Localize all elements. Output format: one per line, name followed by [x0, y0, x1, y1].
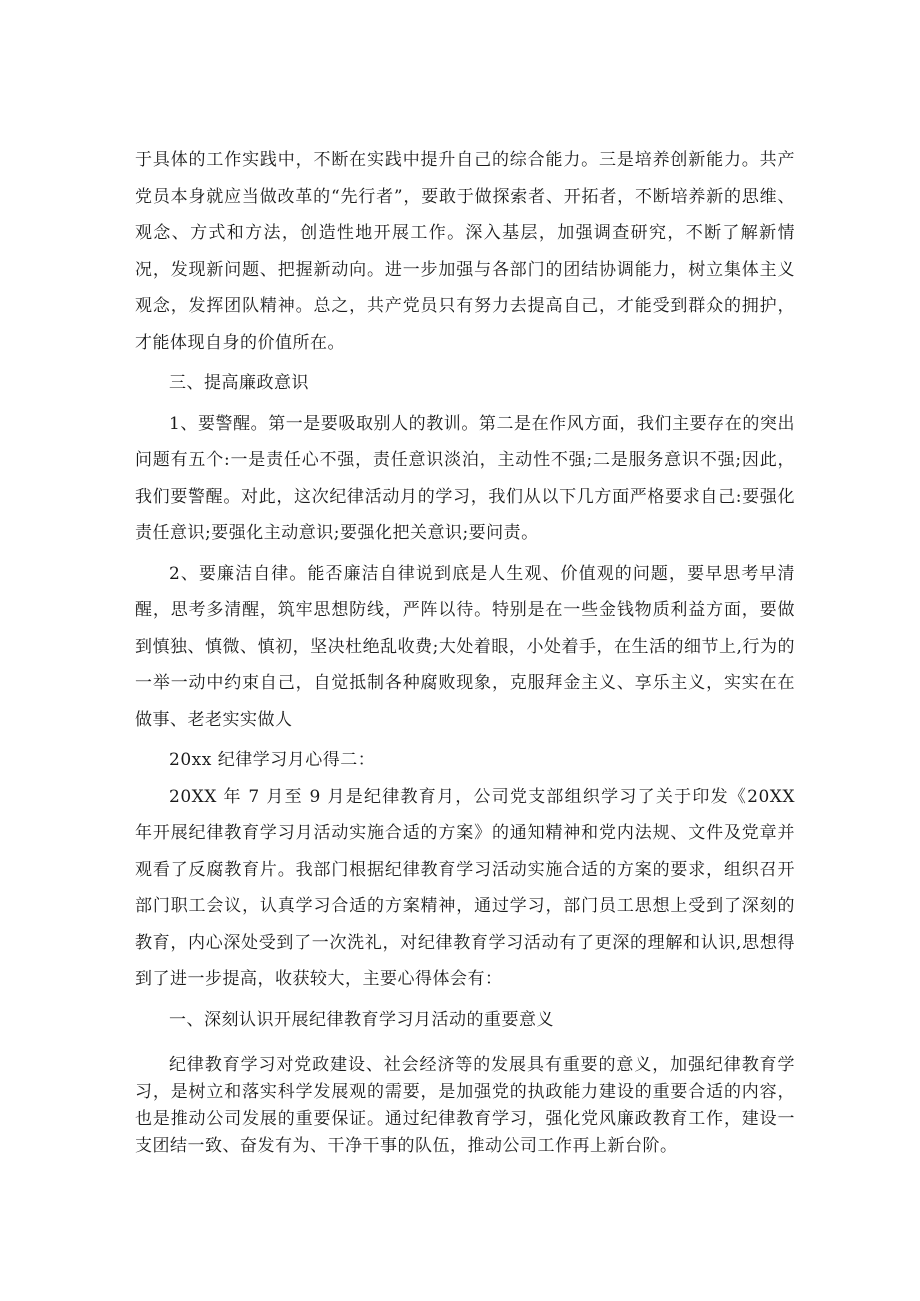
paragraph-discipline-month: 20XX 年 7 月至 9 月是纪律教育月，公司党支部组织学习了关于印发《20XX 年开展纪律教育学习月活动实施合适的方案》的通知精神和党内法规、文件及党章并观看了反腐教育片。我部门根据纪律教育学习活动实施合适的方案的要求，组织召开部门职工会议，认真学习合适的方案精神，通过学习，部门员工思想上受到了深刻的教育，内心深处受到了一次洗礼，对纪律教育学习活动有了更深的理解和认识,思想得到了进一步提高，收获较大，主要心得体会有： — [135, 786, 795, 989]
paragraph-significance-body: 纪律教育学习对党政建设、社会经济等的发展具有重要的意义，加强纪律教育学习，是树立和落实科学发展观的需要，是加强党的执政能力建设的重要合适的内容，也是推动公司发展的重要保证。通过纪律教育学习，强化党风廉政教育工作，建设一支团结一致、奋发有为、干净干事的队伍，推动公司工作再上新台阶。 — [135, 1055, 795, 1156]
paragraph-body-continued: 于具体的工作实践中，不断在实践中提升自己的综合能力。三是培养创新能力。共产党员本身就应当做改革的“先行者”，要敢于做探索者、开拓者，不断培养新的思维、观念、方式和方法，创造性地开展工作。深入基层，加强调查研究，不断了解新情况，发现新问题、把握新动向。进一步加强与各部门的团结协调能力，树立集体主义观念，发挥团队精神。总之，共产党员只有努力去提高自己，才能受到群众的拥护，才能体现自身的价值所在。 — [135, 150, 795, 353]
document-page — [135, 142, 795, 1160]
section-heading-integrity: 三、提高廉政意识 — [169, 373, 309, 393]
paragraph-stay-alert: 1、要警醒。第一是要吸取别人的教训。第二是在作风方面，我们主要存在的突出问题有五个:一是责任心不强，责任意识淡泊，主动性不强;二是服务意识不强;因此，我们要警醒。对此，这次纪律活动月的学习，我们从以下几方面严格要求自己:要强化责任意识;要强化主动意识;要强化把关意识;要问责。 — [135, 413, 795, 543]
heading-experience-two: 20xx 纪律学习月心得二： — [169, 750, 376, 770]
paragraph-self-discipline: 2、要廉洁自律。能否廉洁自律说到底是人生观、价值观的问题，要早思考早清醒，思考多清醒，筑牢思想防线，严阵以待。特别是在一些金钱物质利益方面，要做到慎独、慎微、慎初，坚决杜绝乱收费;大处着眼，小处着手，在生活的细节上,行为的一举一动中约束自己，自觉抵制各种腐败现象，克服拜金主义、享乐主义，实实在在做事、老老实实做人 — [135, 563, 795, 730]
section-heading-significance: 一、深刻认识开展纪律教育学习月活动的重要意义 — [169, 1009, 554, 1030]
